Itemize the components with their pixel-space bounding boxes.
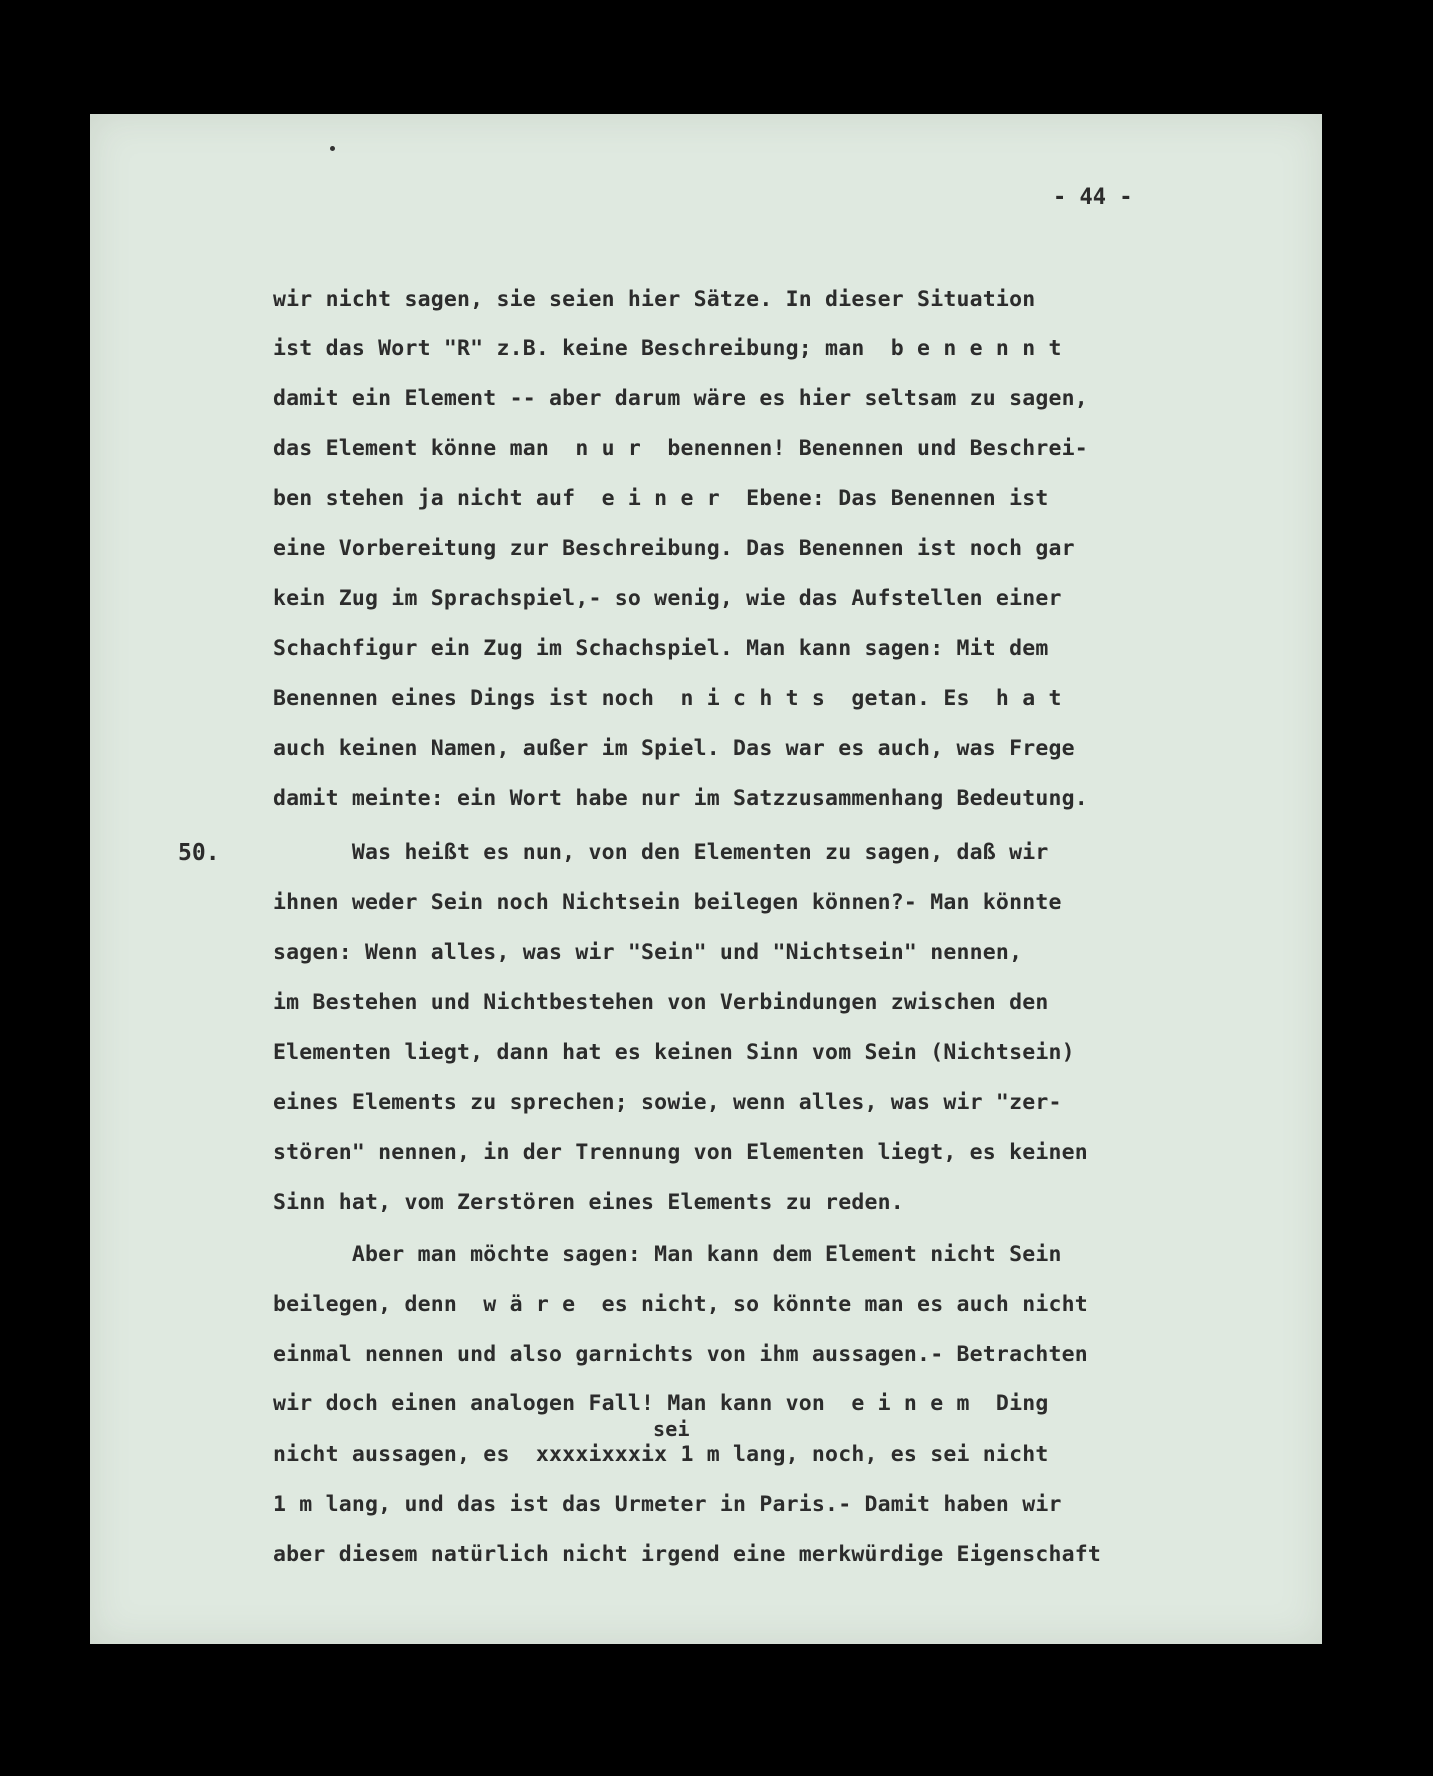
section-number: 50.	[178, 840, 220, 866]
text-line: Was heißt es nun, von den Elementen zu sagen, daß wir	[273, 840, 1049, 865]
text-line: nicht aussagen, es xxxxixxxix 1 m lang, noch, es sei nicht	[273, 1442, 1049, 1467]
text-line: Schachfigur ein Zug im Schachspiel. Man kann sagen: Mit dem	[273, 636, 1049, 661]
text-line: stören" nennen, in der Trennung von Elementen liegt, es keinen	[273, 1140, 1088, 1165]
text-line: Benennen eines Dings ist noch n i c h t s getan. Es h a t	[273, 686, 1062, 711]
text-line: ist das Wort "R" z.B. keine Beschreibung; man b e n e n n t	[273, 336, 1062, 361]
text-line: 1 m lang, und das ist das Urmeter in Paris.- Damit haben wir	[273, 1492, 1062, 1517]
text-line: wir doch einen analogen Fall! Man kann von e i n e m Ding	[273, 1391, 1049, 1416]
text-line: auch keinen Namen, außer im Spiel. Das war es auch, was Frege	[273, 736, 1075, 761]
text-line: wir nicht sagen, sie seien hier Sätze. In dieser Situation	[273, 287, 1036, 312]
text-line: eines Elements zu sprechen; sowie, wenn alles, was wir "zer-	[273, 1090, 1062, 1115]
text-line: damit meinte: ein Wort habe nur im Satzzusammenhang Bedeutung.	[273, 786, 1088, 811]
text-line: eine Vorbereitung zur Beschreibung. Das Benennen ist noch gar	[273, 536, 1075, 561]
ink-speck	[330, 146, 335, 151]
text-line: Sinn hat, vom Zerstören eines Elements zu reden.	[273, 1190, 904, 1215]
text-line: im Bestehen und Nichtbestehen von Verbindungen zwischen den	[273, 990, 1049, 1015]
text-line: einmal nennen und also garnichts von ihm aussagen.- Betrachten	[273, 1342, 1088, 1367]
text-line: beilegen, denn w ä r e es nicht, so könnte man es auch nicht	[273, 1292, 1088, 1317]
text-line: Elementen liegt, dann hat es keinen Sinn vom Sein (Nichtsein)	[273, 1040, 1075, 1065]
text-line: sagen: Wenn alles, was wir "Sein" und "Nichtsein" nennen,	[273, 940, 1023, 965]
text-line: ihnen weder Sein noch Nichtsein beilegen können?- Man könnte	[273, 890, 1062, 915]
page-number: - 44 -	[1053, 185, 1133, 210]
text-line: das Element könne man n u r benennen! Benennen und Beschrei-	[273, 436, 1088, 461]
text-line: damit ein Element -- aber darum wäre es hier seltsam zu sagen,	[273, 386, 1088, 411]
text-line: ben stehen ja nicht auf e i n e r Ebene: Das Benennen ist	[273, 486, 1049, 511]
text-line: Aber man möchte sagen: Man kann dem Element nicht Sein	[273, 1242, 1062, 1267]
text-line: aber diesem natürlich nicht irgend eine merkwürdige Eigenschaft	[273, 1542, 1102, 1567]
text-line: kein Zug im Sprachspiel,- so wenig, wie das Aufstellen einer	[273, 586, 1062, 611]
interlinear-insert: sei	[653, 1417, 690, 1441]
